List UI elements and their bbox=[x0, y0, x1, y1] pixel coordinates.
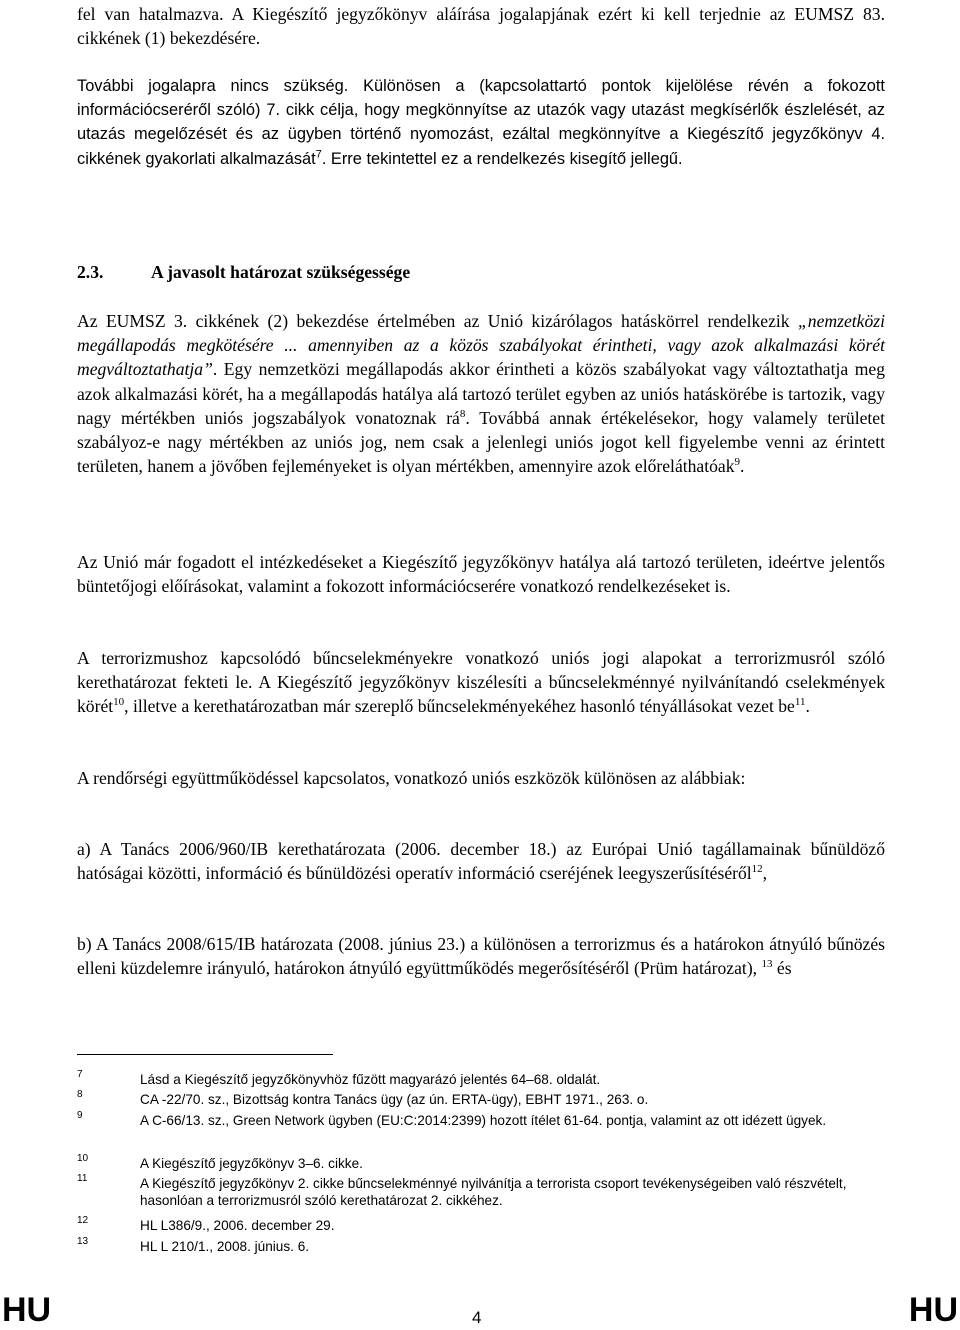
footnote-number: 8 bbox=[77, 1089, 83, 1100]
footnote-separator bbox=[77, 1054, 333, 1055]
footnote-ref-10[interactable]: 10 bbox=[113, 696, 125, 709]
footnote-text: A Kiegészítő jegyzőkönyv 2. cikke bűncselekménnyé nyilvánítja a terrorista csoport tevékenységeiben való részvételt, hasonlóan a terrorizmusról szóló kerethatározat 2. cikkéhez. bbox=[140, 1176, 847, 1208]
paragraph-union-measures: Az Unió már fogadott el intézkedéseket a Kiegészítő jegyzőkönyv hatálya alá tartozó területen, ideértve jelentős büntetőjogi előírásokat, valamint a fokozott információcserére vonatkozó rendelkezéseket is. bbox=[77, 552, 885, 597]
footnote-ref-12[interactable]: 12 bbox=[751, 863, 763, 876]
footnote-ref-11[interactable]: 11 bbox=[794, 696, 806, 709]
footnote-ref-13[interactable]: 13 bbox=[761, 958, 773, 971]
footnote-number: 9 bbox=[77, 1110, 83, 1121]
language-code-left: HU bbox=[2, 1291, 52, 1329]
footnote-ref-7[interactable]: 7 bbox=[315, 148, 322, 161]
footnote-text: Lásd a Kiegészítő jegyzőkönyvhöz fűzött magyarázó jelentés 64–68. oldalát. bbox=[140, 1072, 601, 1087]
quoted-treaty-text: „nemzetközi megállapodás megkötésére ... amennyiben az a közös szabályokat érintheti, vagy azok alkalmazási körét megváltoztathatja” bbox=[77, 311, 885, 380]
footnote-ref-9[interactable]: 9 bbox=[734, 456, 741, 469]
footnote-text: HL L386/9., 2006. december 29. bbox=[140, 1218, 335, 1233]
footnote-number: 11 bbox=[77, 1173, 88, 1184]
page-number: 4 bbox=[472, 1308, 482, 1327]
section-heading bbox=[77, 262, 410, 283]
section-number: 2.3. bbox=[77, 262, 104, 282]
list-item-a: a) A Tanács 2006/960/IB kerethatározata (2006. december 18.) az Európai Unió tagállamainak bűnüldöző hatóságai közötti, információ és bűnüldözési operatív információ cseréjének leegyszerűsítéséről$^{12}$, bbox=[77, 839, 885, 884]
paragraph-exclusive-competence: Az EUMSZ 3. cikkének (2) bekezdése értelmében az Unió kizárólagos hatáskörrel rendelkezik „nemzetközi megállapodás megkötésére ... amennyiben az a közös szabályokat érintheti, vagy azok alkalmazási körét megváltoztathatja”. Egy nemzetközi megállapodás akkor érintheti a közös szabályokat vagy változtathatja meg azok alkalmazási körét, ha a megállapodás hatálya alá tartozó terület egyben az uniós hatáskörébe is tartozik, vagy nagy mértékben uniós jogszabályok vonatoznak $rá^8$. Továbbá annak értékelésekor, hogy valamely területet szabályoz-e nagy mértékben az uniós jog, nem csak a jelenlegi uniós jogot kell figyelembe venni az érintett területen, hanem a jövőben fejleményeket is olyan mértékben, amennyire azok előreláthatóak$^9$. bbox=[77, 311, 885, 477]
footnote-number: 10 bbox=[77, 1153, 89, 1164]
paragraph-legal-basis-scope: fel van hatalmazva. A Kiegészítő jegyzőkönyv aláírása jogalapjának ezért ki kell terjednie az EUMSZ 83. cikkének (1) bekezdésére. bbox=[77, 4, 885, 49]
footnote-text: CA -22/70. sz., Bizottság kontra Tanács ügy (az ún. ERTA-ügy), EBHT 1971., 263. o. bbox=[140, 1092, 649, 1107]
paragraph-terrorism-framework: A terrorizmushoz kapcsolódó bűncselekményekre vonatkozó uniós jogi alapokat a terrorizmusról szóló kerethatározat fekteti le. A Kiegészítő jegyzőkönyv kiszélesíti a bűncselekménnyé nyilvánítandó cselekmények körét$^{10}$, illetve a kerethatározatban már szereplő bűncselekményekéhez hasonló tényállásokat vezet $be^{11}$. bbox=[77, 648, 885, 717]
section-title: A javasolt határozat szükségessége bbox=[151, 262, 411, 282]
paragraph-no-further-legal-basis: További jogalapra nincs szükség. Különösen a (kapcsolattartó pontok kijelölése révén a fokozott információcseréről szóló) 7. cikk célja, hogy megkönnyítse az utazók vagy utazást megkísérlők észlelését, az utazás megelőzését és az ügyben történő nyomozást, ezáltal megkönnyítve a Kiegészítő jegyzőkönyv 4. cikkének gyakorlati alkalmazását$^7$. Erre tekintettel ez a rendelkezés kisegítő jellegű. bbox=[77, 77, 885, 168]
footnote-text: A C-66/13. sz., Green Network ügyben (EU:C:2014:2399) hozott ítélet 61-64. pontja, valamint az ott idézett ügyek. bbox=[140, 1113, 827, 1128]
footnote-text: A Kiegészítő jegyzőkönyv 3–6. cikke. bbox=[140, 1156, 363, 1171]
footnote-ref-8[interactable]: 8 bbox=[459, 407, 466, 420]
footnote-number: 13 bbox=[77, 1236, 89, 1247]
footnote-number: 12 bbox=[77, 1215, 89, 1226]
paragraph-police-cooperation: A rendőrségi együttműködéssel kapcsolatos, vonatkozó uniós eszközök különösen az alábbiak: bbox=[77, 768, 746, 788]
footnote-text: HL L 210/1., 2008. június. 6. bbox=[140, 1239, 310, 1254]
list-item-b: b) A Tanács 2008/615/IB határozata (2008. június 23.) a különösen a terrorizmus és a határokon átnyúló bűnözés elleni küzdelemre irányuló, határokon átnyúló együttműködés megerősítéséről (Prüm határozat), $^{13}$ és bbox=[77, 934, 885, 979]
language-code-right: HU bbox=[908, 1291, 958, 1329]
footnote-number: 7 bbox=[77, 1069, 83, 1080]
